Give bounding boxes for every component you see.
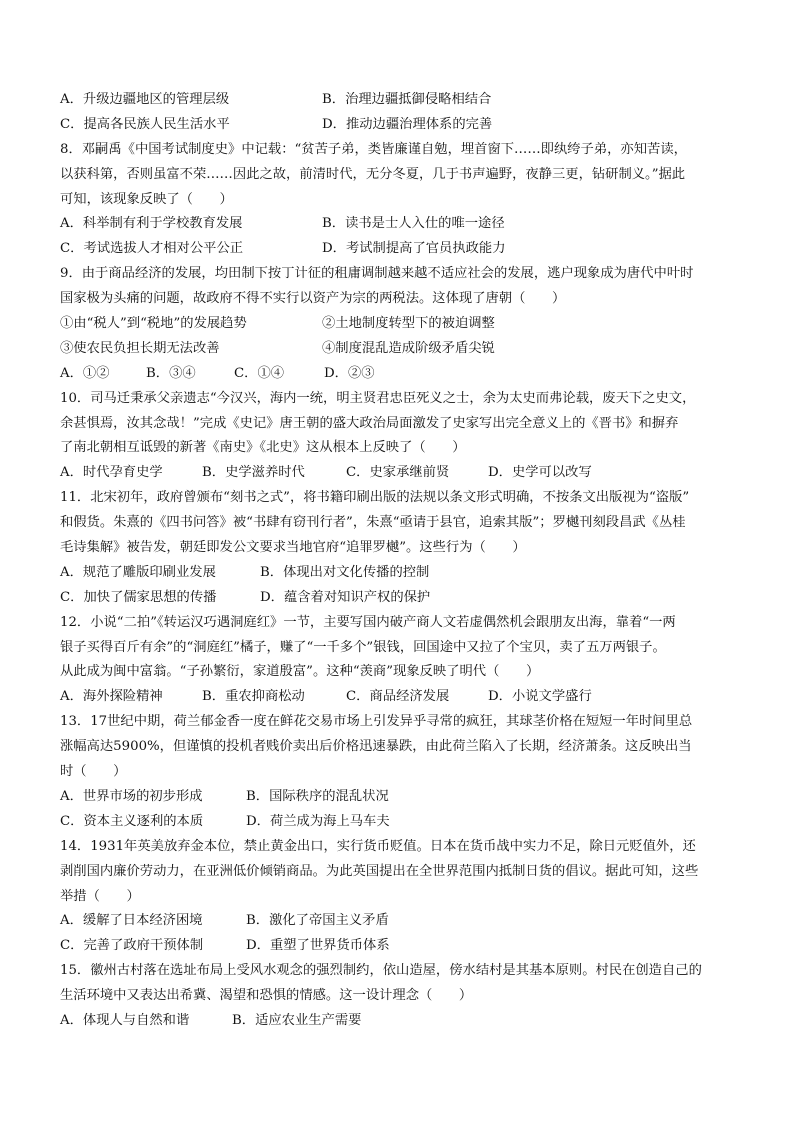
q14-option-d: D．重塑了世界货币体系 (246, 938, 390, 954)
q14-option-c: C．完善了政府干预体制 (60, 938, 204, 954)
q11-option-c: C．加快了儒家思想的传播 (60, 589, 217, 605)
q9-item-2: ②土地制度转型下的被迫调整 (322, 316, 495, 332)
q12-option-b: B．重农抑商松动 (202, 689, 305, 705)
q9-option-c: C．①④ (234, 365, 285, 381)
q13-stem-line-1: 13．17世纪中期，荷兰郁金香一度在鲜花交易市场上引发异乎寻常的疯狂，其球茎价格在短短一年时间里总 (60, 714, 693, 730)
q15-options-row-1 (60, 1009, 750, 1034)
q10-stem-line-1: 10．司马迁秉承父亲遗志“今汉兴，海内一统，明主贤君忠臣死义之士，余为太史而弗论载，废天下之史文， (60, 390, 696, 406)
q14-option-a: A．缓解了日本经济困境 (60, 913, 203, 929)
q11-stem-line-3: 毛诗集解》被告发，朝廷即发公文要求当地官府“追罪罗樾”。这些行为（ ） (60, 540, 526, 556)
q13-option-b: B．国际秩序的混乱状况 (246, 788, 389, 804)
q7-option-a: A．升级边疆地区的管理层级 (60, 92, 230, 107)
q11-stem-line-2: 和假货。朱熹的《四书问答》被“书肆有窃刊行者”，朱熹“亟请于县官，追索其版”；罗樾刊刻段昌武《丛桂 (60, 515, 686, 531)
q11-options-row-2 (60, 586, 750, 611)
q7-option-c: C．提高各民族人民生活水平 (60, 116, 230, 132)
q8-stem-line-3: 可知，该现象反映了（ ） (60, 191, 233, 207)
q15-stem-line-2: 生活环境中又表达出希冀、渴望和恐惧的情感。这一设计理念（ ） (60, 988, 473, 1004)
q11-option-a: A．规范了雕版印刷业发展 (60, 564, 216, 580)
q13-option-a: A．世界市场的初步形成 (60, 788, 203, 804)
q9-item-4: ④制度混乱造成阶级矛盾尖锐 (322, 340, 495, 356)
q9-item-3: ③使农民负担长期无法改善 (60, 340, 220, 356)
q11-stem-line-1: 11．北宋初年，政府曾颁布“刻书之式”，将书籍印刷出版的法规以条文形式明确，不按条文出版视为“盗版” (60, 490, 690, 506)
q12-option-d: D．小说文学盛行 (488, 689, 592, 705)
q10-stem-line-2: 余甚惧焉，汝其念哉！”完成《史记》唐王朝的盛大政治局面激发了史家写出完全意义上的《晋书》和摒弃 (60, 415, 679, 431)
q9-item-1: ①由“税人”到“税地”的发展趋势 (60, 316, 247, 332)
q12-option-a: A．海外探险精神 (60, 689, 163, 705)
q9-option-a: A．①② (60, 365, 110, 381)
q10-option-a: A．时代孕育史学 (60, 465, 163, 481)
q12-stem-line-2: 银子买得百斤有余”的“洞庭红”橘子，赚了“一千多个”银钱，回国途中又拉了个宝贝，卖了五万两银子。 (60, 639, 666, 655)
q9-option-d: D．②③ (324, 365, 375, 381)
q8-stem-line-1: 8．邓嗣禹《中国考试制度史》中记载：“贫苦子弟，类皆廉谨自勉，埋首窗下……即纨绔子弟，亦知苦读， (60, 141, 687, 157)
q12-stem-line-3: 从此成为闽中富翁。“子孙繁衍，家道殷富”。这种“羡商”现象反映了明代（ ） (60, 664, 540, 680)
q13-options-row-2 (60, 810, 750, 835)
q9-stem-line-2: 国家极为头痛的问题，故政府不得不实行以资产为宗的两税法。这体现了唐朝（ ） (60, 291, 566, 307)
q8-options-row-1 (60, 212, 750, 237)
q14-stem-line-2: 剥削国内廉价劳动力，在亚洲低价倾销商品。为此英国提出在全世界范围内抵制日货的倡议。据此可知，这些 (60, 863, 699, 879)
q10-options-row (60, 461, 750, 486)
q12-option-c: C．商品经济发展 (346, 689, 450, 705)
q8-stem-line-2: 以获科第，否则虽富不荣……因此之故，前清时代，无分冬夏，几于书声遍野，夜静三更，钻研制义。”据此 (60, 166, 686, 182)
q7-options-row-2 (60, 113, 750, 138)
q13-stem-line-3: 时（ ） (60, 764, 127, 780)
q15-stem-line-1: 15．徽州古村落在选址布局上受风水观念的强烈制约，依山造屋，傍水结村是其基本原则。村民在创造自己的 (60, 963, 702, 979)
q9-option-b: B．③④ (146, 365, 196, 381)
q8-option-a: A．科举制有利于学校教育发展 (60, 216, 243, 232)
q14-stem-line-1: 14．1931年英美放弃金本位，禁止黄金出口，实行货币贬值。日本在货币战中实力不足，除日元贬值外，还 (60, 838, 696, 854)
q8-option-c: C．考试选拔人才相对公平公正 (60, 241, 244, 257)
q9-options-row (60, 362, 750, 387)
q11-option-d: D．蕴含着对知识产权的保护 (260, 589, 431, 605)
q8-option-d: D．考试制提高了官员执政能力 (322, 241, 506, 257)
q10-option-c: C．史家承继前贤 (346, 465, 450, 481)
q9-stem-line-1: 9．由于商品经济的发展，均田制下按丁计征的租庸调制越来越不适应社会的发展，逃户现象成为唐代中叶时 (60, 266, 694, 282)
q11-options-row-1 (60, 561, 750, 586)
q14-stem-line-3: 举措（ ） (60, 888, 140, 904)
q14-option-b: B．激化了帝国主义矛盾 (246, 913, 389, 929)
q15-option-a: A．体现人与自然和谐 (60, 1012, 190, 1028)
q8-option-b: B．读书是士人入仕的唯一途径 (322, 216, 505, 232)
q13-option-c: C．资本主义逐利的本质 (60, 813, 204, 829)
q14-options-row-1 (60, 909, 750, 934)
q10-option-b: B．史学滋养时代 (202, 465, 305, 481)
q13-stem-line-2: 涨幅高达5900%，但谨慎的投机者贱价卖出后价格迅速暴跌，由此荷兰陷入了长期，经济萧条。这反映出当 (60, 739, 692, 755)
q7-option-d: D．推动边疆治理体系的完善 (322, 116, 493, 132)
q12-stem-line-1: 12．小说“二拍”《转运汉巧遇洞庭红》一节，主要写国内破产商人文若虚偶然机会跟朋友出海，靠着“一两 (60, 614, 676, 630)
q14-options-row-2 (60, 934, 750, 959)
q10-stem-line-3: 了南北朝相互诋毁的新著《南史》《北史》这从根本上反映了（ ） (60, 440, 466, 456)
q7-options-row-1 (60, 88, 750, 113)
q9-items-row-2 (60, 337, 750, 362)
q7-option-b: B．治理边疆抵御侵略相结合 (322, 92, 492, 107)
exam-page (60, 88, 750, 1034)
q10-option-d: D．史学可以改写 (488, 465, 592, 481)
q13-options-row-1 (60, 785, 750, 810)
q9-items-row-1 (60, 312, 750, 337)
q8-options-row-2 (60, 237, 750, 262)
q12-options-row (60, 685, 750, 710)
q11-option-b: B．体现出对文化传播的控制 (260, 564, 430, 580)
q13-option-d: D．荷兰成为海上马车夫 (246, 813, 390, 829)
q15-option-b: B．适应农业生产需要 (232, 1012, 362, 1028)
